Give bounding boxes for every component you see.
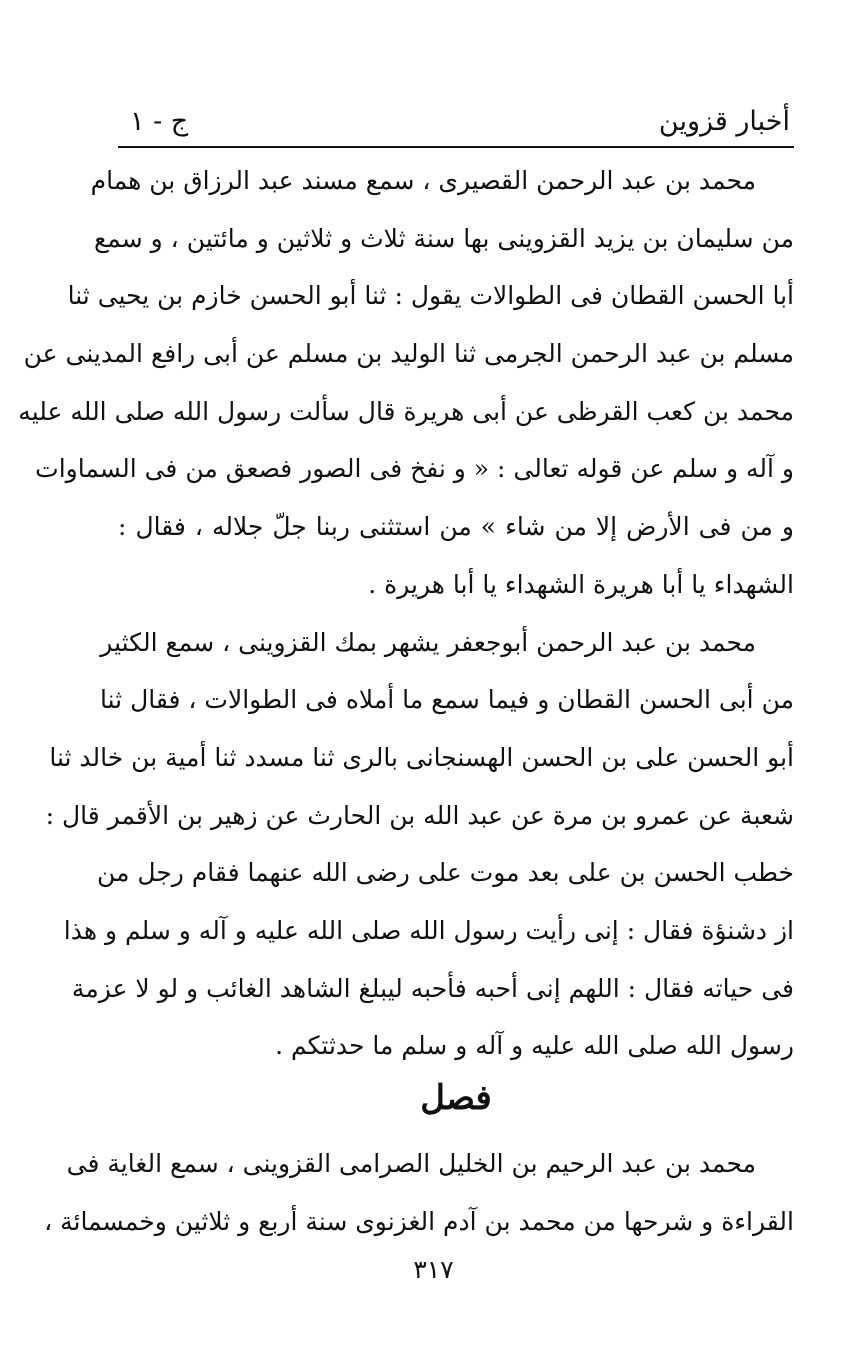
- text-line: و من فى الأرض إلا من شاء » من استثنى ربنا جلّ جلاله ، فقال :: [118, 512, 794, 542]
- header-rule: [118, 146, 794, 148]
- paragraph-2: [45, 614, 794, 1076]
- main-text: [18, 152, 794, 1075]
- section-heading: فصل: [420, 1078, 492, 1118]
- text-line: محمد بن عبد الرحمن أبوجعفر يشهر بمك القزوينى ، سمع الكثير: [100, 627, 756, 657]
- text-line: محمد بن عبد الرحمن القصيرى ، سمع مسند عبد الرزاق بن همام: [90, 166, 756, 195]
- section-text: [44, 1135, 794, 1250]
- text-line: أبا الحسن القطان فى الطوالات يقول : ثنا أبو الحسن خازم بن يحيى ثنا: [67, 281, 794, 311]
- text-line: خطب الحسن بن على بعد موت على رضى الله عنهما فقام رجل من: [97, 858, 794, 888]
- text-line: فى حياته فقال : اللهم إنى أحبه فأحبه ليبلغ الشاهد الغائب و لو لا عزمة: [71, 973, 794, 1003]
- text-line: من أبى الحسن القطان و فيما سمع ما أملاه فى الطوالات ، فقال ثنا: [100, 685, 794, 715]
- text-line: محمد بن كعب القرظى عن أبى هريرة قال سألت رسول الله صلى الله عليه: [18, 396, 794, 426]
- paragraph-1: [18, 152, 794, 614]
- text-line: از دشنؤة فقال : إنى رأيت رسول الله صلى الله عليه و آله و سلم و هذا: [63, 915, 794, 945]
- page-number: ٣١٧: [413, 1255, 454, 1284]
- text-line: شعبة عن عمرو بن مرة عن عبد الله بن الحارث عن زهير بن الأقمر قال :: [45, 800, 794, 830]
- text-line: من سليمان بن يزيد القزوينى بها سنة ثلاث و ثلاثين و مائتين ، و سمع: [94, 223, 794, 253]
- text-line: القراءة و شرحها من محمد بن آدم الغزنوى سنة أربع و ثلاثين وخمسمائة ،: [44, 1206, 794, 1236]
- text-line: محمد بن عبد الرحيم بن الخليل الصرامى القزوينى ، سمع الغاية فى: [66, 1149, 756, 1178]
- paragraph-3: [44, 1135, 794, 1250]
- text-line: مسلم بن عبد الرحمن الجرمى ثنا الوليد بن مسلم عن أبى رافع المدينى عن: [23, 339, 794, 369]
- volume-label: ج - ١: [130, 106, 189, 137]
- text-line: و آله و سلم عن قوله تعالى : « و نفخ فى الصور فصعق من فى السماوات: [35, 454, 794, 484]
- running-title: أخبار قزوين: [658, 106, 790, 137]
- running-header: [118, 96, 794, 146]
- text-line: أبو الحسن على بن الحسن الهسنجانى بالرى ثنا مسدد ثنا أمية بن خالد ثنا: [49, 742, 794, 772]
- text-line: رسول الله صلى الله عليه و آله و سلم ما حدثتكم .: [275, 1031, 794, 1061]
- text-line: الشهداء يا أبا هريرة الشهداء يا أبا هريرة .: [368, 569, 794, 599]
